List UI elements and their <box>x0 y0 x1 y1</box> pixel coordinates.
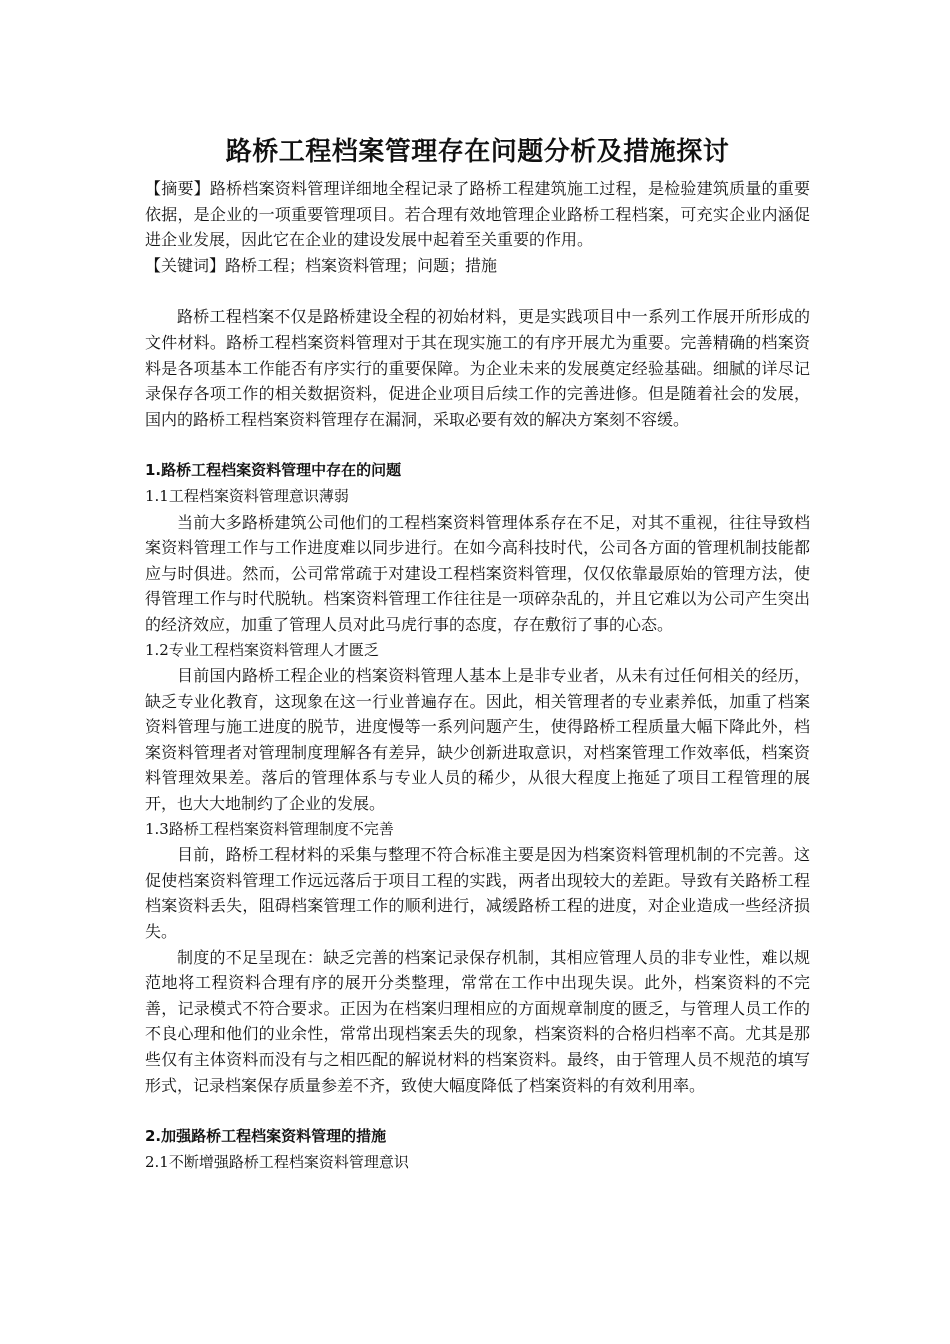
section-1-2-paragraph: 目前国内路桥工程企业的档案资料管理人基本上是非专业者，从未有过任何相关的经历，缺乏专业化教育，这现象在这一行业普遍存在。因此，相关管理者的专业素养低，加重了档案资料管理与施工进度的脱节，进度慢等一系列问题产生，使得路桥工程质量大幅下降此外，档案资料管理者对管理制度理解各有差异，缺少创新进取意识，对档案管理工作效率低，档案资料管理效果差。落后的管理体系与专业人员的稀少，从很大程度上拖延了项目工程管理的展开，也大大地制约了企业的发展。 <box>145 666 810 814</box>
keywords-line: 【关键词】路桥工程；档案资料管理；问题；措施 <box>145 255 498 275</box>
intro-paragraph: 路桥工程档案不仅是路桥建设全程的初始材料，更是实践项目中一系列工作展开所形成的文件材料。路桥工程档案资料管理对于其在现实施工的有序开展尤为重要。完善精确的档案资料是各项基本工作能否有序实行的重要保障。为企业未来的发展奠定经验基础。细腻的详尽记录保存各项工作的相关数据资料，促进企业项目后续工作的完善进修。但是随着社会的发展，国内的路桥工程档案资料管理存在漏洞，采取必要有效的解决方案刻不容缓。 <box>145 307 810 429</box>
section-1-2-heading: 1.2专业工程档案资料管理人才匮乏 <box>145 640 379 659</box>
section-1-3-paragraph-2: 制度的不足呈现在：缺乏完善的档案记录保存机制，其相应管理人员的非专业性，难以规范地将工程资料合理有序的展开分类整理，常常在工作中出现失误。此外，档案资料的不完善，记录模式不符合要求。正因为在档案归理相应的方面规章制度的匮乏，与管理人员工作的不良心理和他们的业余性，常常出现档案丢失的现象，档案资料的合格归档率不高。尤其是那些仅有主体资料而没有与之相匹配的解说材料的档案资料。最终，由于管理人员不规范的填写形式，记录档案保存质量参差不齐，致使大幅度降低了档案资料的有效利用率。 <box>145 947 810 1095</box>
section-2-heading: 2.加强路桥工程档案资料管理的措施 <box>145 1127 387 1146</box>
abstract-paragraph: 【摘要】路桥档案资料管理详细地全程记录了路桥工程建筑施工过程，是检验建筑质量的重要依据，是企业的一项重要管理项目。若合理有效地管理企业路桥工程档案，可充实企业内涵促进企业发展，因此它在企业的建设发展中起着至关重要的作用。 <box>145 179 810 250</box>
section-1-3-paragraph-1: 目前，路桥工程材料的采集与整理不符合标准主要是因为档案资料管理机制的不完善。这促使档案资料管理工作远远落后于项目工程的实践，两者出现较大的差距。导致有关路桥工程档案资料丢失，阻碍档案管理工作的顺利进行，减缓路桥工程的进度，对企业造成一些经济损失。 <box>145 845 810 942</box>
section-1-heading: 1.路桥工程档案资料管理中存在的问题 <box>145 461 402 480</box>
section-1-1-heading: 1.1工程档案资料管理意识薄弱 <box>145 486 349 505</box>
spacer <box>145 278 810 304</box>
section-2-1-heading: 2.1不断增强路桥工程档案资料管理意识 <box>145 1152 409 1171</box>
section-1-1-paragraph: 当前大多路桥建筑公司他们的工程档案资料管理体系存在不足，对其不重视，往往导致档案资料管理工作与工作进度难以同步进行。在如今高科技时代，公司各方面的管理机制技能都应与时俱进。然而，公司常常疏于对建设工程档案资料管理，仅仅依靠最原始的管理方法，使得管理工作与时代脱轨。档案资料管理工作往往是一项碎杂乱的，并且它难以为公司产生突出的经济效应，加重了管理人员对此马虎行事的态度，存在敷衍了事的心态。 <box>145 512 810 634</box>
section-1-3-heading: 1.3路桥工程档案资料管理制度不完善 <box>145 819 394 838</box>
spacer <box>145 1098 810 1124</box>
spacer <box>145 432 810 458</box>
document-title: 路桥工程档案管理存在问题分析及措施探讨 <box>225 137 730 167</box>
document-page <box>145 132 810 1175</box>
